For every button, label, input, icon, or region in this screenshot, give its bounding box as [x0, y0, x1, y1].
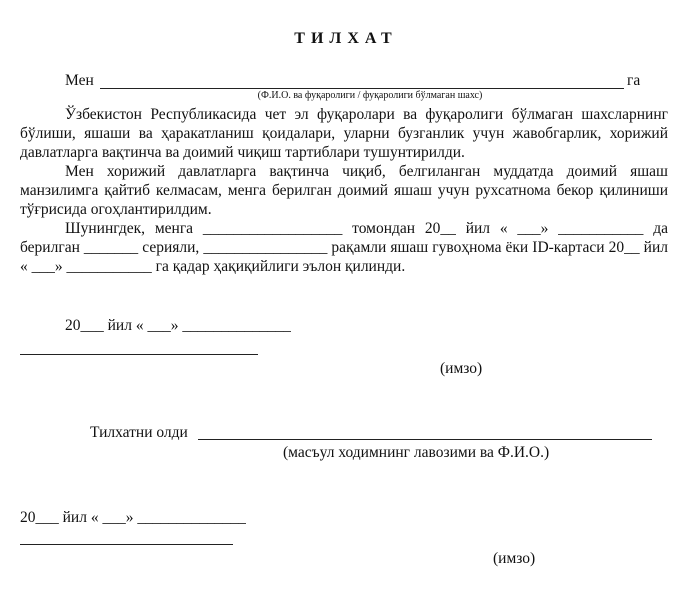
recipient-name-line[interactable] [100, 88, 624, 89]
recipient-suffix: га [627, 72, 641, 89]
signature-line-1[interactable] [20, 354, 258, 355]
paragraph-warning: Мен хорижий давлатларга вақтинча чиқиб, белгиланган муддатда доимий яшаш манзилимга қайтиб келмасам, менга берилган доимий яшаш учун рухсатнома бекор қилиниши тўғрисида огоҳлантирилдим. [20, 163, 668, 218]
signature-caption-2: (имзо) [493, 550, 536, 567]
recipient-prefix: Мен [65, 72, 94, 89]
date-line-2: 20___ йил « ___» ______________ [20, 509, 246, 526]
received-by-label: Тилхатни олди [90, 424, 188, 441]
paragraph-rules: Ўзбекистон Республикасида чет эл фуқаролари ва фуқаролиги бўлмаган шахсларнинг бўлиши, яшаши ва ҳаракатланиш қоидалари, уларни бузганлик учун жавобгарлик, хорижий давлатларга вақтинча ва доимий чиқиш тартиблари тушунтирилди. [20, 106, 668, 161]
recipient-caption: (Ф.И.О. ва фуқаролиги / фуқаролиги бўлмаган шахс) [257, 90, 483, 101]
date-line-1: 20___ йил « ___» ______________ [65, 317, 291, 334]
document-title: ТИЛХАТ [294, 30, 398, 47]
received-by-line[interactable] [198, 439, 652, 440]
signature-line-2[interactable] [20, 544, 233, 545]
signature-caption-1: (имзо) [440, 360, 483, 377]
received-by-caption: (масъул ходимнинг лавозими ва Ф.И.О.) [283, 444, 550, 461]
paragraph-document-validity: Шунингдек, менга __________________ томондан 20__ йил « ___» ___________ да берилган _______ серияли, ________________ рақамли яшаш гувоҳнома ёки ID-картаси 20__ йил « ___» ___________ га қадар ҳақиқийлиги эълон қилинди. [20, 220, 668, 275]
